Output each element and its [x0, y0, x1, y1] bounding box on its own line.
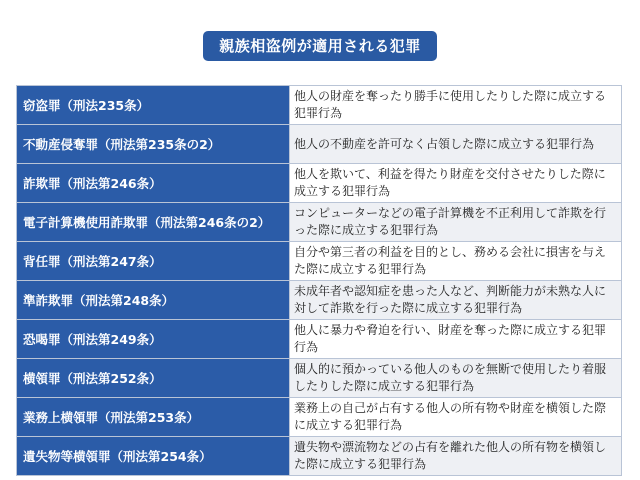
table-row [17, 86, 622, 125]
crime-name-cell: 準詐欺罪（刑法第248条） [17, 281, 290, 320]
table-row [17, 164, 622, 203]
table-row [17, 281, 622, 320]
page-title: 親族相盗例が適用される犯罪 [203, 31, 437, 61]
crime-description-cell: 他人に暴力や脅迫を行い、財産を奪った際に成立する犯罪行為 [290, 320, 622, 359]
table-row [17, 125, 622, 164]
crime-name-cell: 詐欺罪（刑法第246条） [17, 164, 290, 203]
crime-table [16, 85, 622, 476]
crime-name-cell: 遺失物等横領罪（刑法第254条） [17, 437, 290, 476]
crime-name-cell: 恐喝罪（刑法第249条） [17, 320, 290, 359]
crime-name-cell: 業務上横領罪（刑法第253条） [17, 398, 290, 437]
table-row [17, 320, 622, 359]
table-row [17, 437, 622, 476]
crime-description-cell: コンピューターなどの電子計算機を不正利用して詐欺を行った際に成立する犯罪行為 [290, 203, 622, 242]
table-row [17, 359, 622, 398]
crime-name-cell: 不動産侵奪罪（刑法第235条の2） [17, 125, 290, 164]
crime-description-cell: 自分や第三者の利益を目的とし、務める会社に損害を与えた際に成立する犯罪行為 [290, 242, 622, 281]
crime-name-cell: 背任罪（刑法第247条） [17, 242, 290, 281]
title-container [0, 31, 640, 61]
crime-description-cell: 他人の不動産を許可なく占領した際に成立する犯罪行為 [290, 125, 622, 164]
table-row [17, 242, 622, 281]
crime-name-cell: 窃盗罪（刑法235条） [17, 86, 290, 125]
table-row [17, 398, 622, 437]
crime-description-cell: 個人的に預かっている他人のものを無断で使用したり着服したりした際に成立する犯罪行為 [290, 359, 622, 398]
crime-description-cell: 業務上の自己が占有する他人の所有物や財産を横領した際に成立する犯罪行為 [290, 398, 622, 437]
crime-description-cell: 他人を欺いて、利益を得たり財産を交付させたりした際に成立する犯罪行為 [290, 164, 622, 203]
crime-name-cell: 横領罪（刑法第252条） [17, 359, 290, 398]
crime-name-cell: 電子計算機使用詐欺罪（刑法第246条の2） [17, 203, 290, 242]
crime-description-cell: 他人の財産を奪ったり勝手に使用したりした際に成立する犯罪行為 [290, 86, 622, 125]
table-row [17, 203, 622, 242]
crime-description-cell: 未成年者や認知症を患った人など、判断能力が未熟な人に対して詐欺を行った際に成立する犯罪行為 [290, 281, 622, 320]
crime-description-cell: 遺失物や漂流物などの占有を離れた他人の所有物を横領した際に成立する犯罪行為 [290, 437, 622, 476]
